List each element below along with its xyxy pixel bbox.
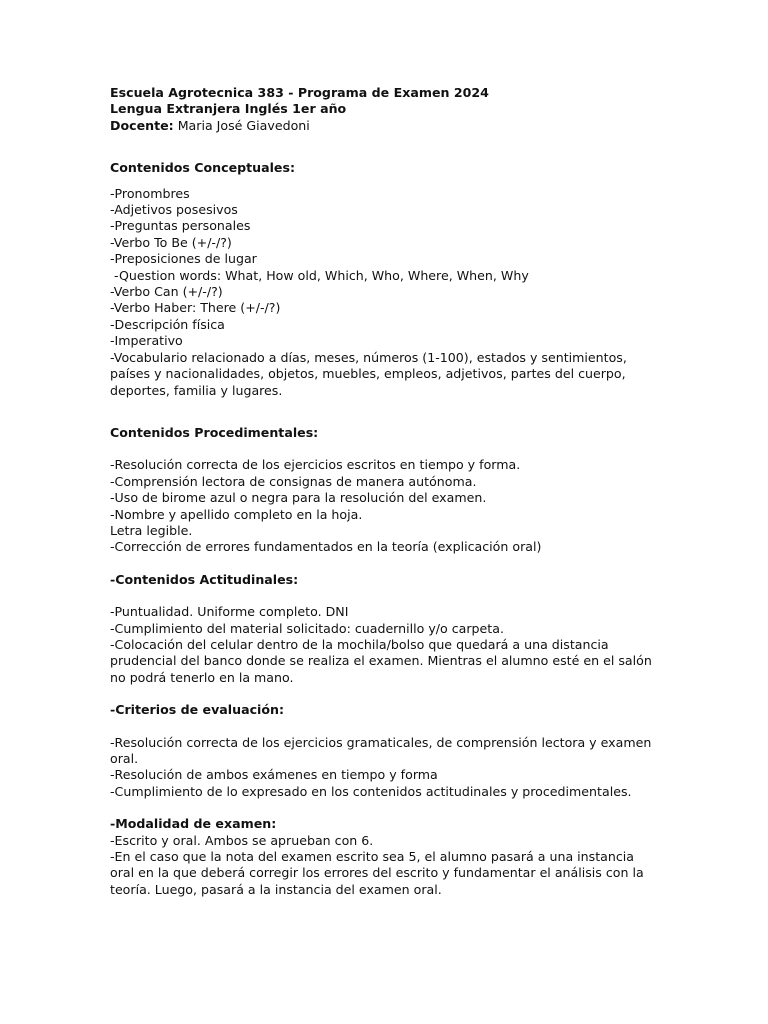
- teacher-name: Maria José Giavedoni: [173, 117, 310, 133]
- teacher-line: [110, 118, 728, 134]
- actitudinales-item: -Cumplimiento del material solicitado: cuadernillo y/o carpeta.: [110, 620, 504, 636]
- procedimentales-item: Letra legible.: [110, 522, 193, 538]
- modalidad-heading: -Modalidad de examen:: [110, 816, 277, 832]
- teacher-label: Docente:: [110, 117, 174, 133]
- conceptuales-item: -Preposiciones de lugar: [110, 251, 257, 267]
- actitudinales-item: -Puntualidad. Uniforme completo. DNI: [110, 604, 349, 620]
- conceptuales-item: -Descripción física: [110, 316, 225, 332]
- document-title: Escuela Agrotecnica 383 - Programa de Examen 2024: [110, 85, 489, 100]
- conceptuales-item: -Pronombres: [110, 185, 190, 201]
- conceptuales-item: -Adjetivos posesivos: [110, 202, 238, 218]
- actitudinales-item: -Colocación del celular dentro de la mochila/bolso que quedará a una distancia prudencial del banco donde se realiza el examen. Mientras el alumno esté en el salón no podrá tenerlo en la mano.: [110, 636, 652, 685]
- conceptuales-item: -Verbo To Be (+/-/?): [110, 234, 232, 250]
- procedimentales-item: -Resolución correcta de los ejercicios escritos en tiempo y forma.: [110, 457, 521, 473]
- actitudinales-heading: -Contenidos Actitudinales:: [110, 571, 299, 587]
- criterios-heading: -Criterios de evaluación:: [110, 702, 285, 718]
- subject-line: Lengua Extranjera Inglés 1er año: [110, 101, 347, 117]
- procedimentales-item: -Corrección de errores fundamentados en la teoría (explicación oral): [110, 539, 542, 555]
- procedimentales-item: -Uso de birome azul o negra para la resolución del examen.: [110, 490, 487, 506]
- modalidad-item: -En el caso que la nota del examen escrito sea 5, el alumno pasará a una instancia oral en la que deberá corregir los errores del escrito y fundamentar el análisis con la teoría. Luego, pasará a la instancia del examen oral.: [110, 849, 644, 897]
- conceptuales-item: -Verbo Can (+/-/?): [110, 284, 223, 300]
- criterios-item: -Cumplimiento de lo expresado en los contenidos actitudinales y procedimentales.: [110, 783, 632, 799]
- conceptuales-item: -Verbo Haber: There (+/-/?): [110, 300, 281, 316]
- criterios-item: -Resolución correcta de los ejercicios gramaticales, de comprensión lectora y examen oral.: [110, 734, 652, 766]
- conceptuales-item: -Imperativo: [110, 333, 183, 349]
- conceptuales-item: -Vocabulario relacionado a días, meses, números (1-100), estados y sentimientos, países y nacionalidades, objetos, muebles, empleos, adjetivos, partes del cuerpo, deportes, familia y lugares.: [110, 349, 627, 398]
- modalidad-item: -Escrito y oral. Ambos se aprueban con 6.: [110, 832, 374, 848]
- procedimentales-item: -Comprensión lectora de consignas de manera autónoma.: [110, 473, 477, 489]
- conceptuales-item: -Question words: What, How old, Which, Who, Where, When, Why: [110, 267, 529, 283]
- criterios-item: -Resolución de ambos exámenes en tiempo y forma: [110, 767, 438, 783]
- procedimentales-item: -Nombre y apellido completo en la hoja.: [110, 506, 363, 522]
- conceptuales-item: -Preguntas personales: [110, 218, 251, 234]
- procedimentales-heading: Contenidos Procedimentales:: [110, 424, 319, 440]
- conceptuales-heading: Contenidos Conceptuales:: [110, 160, 296, 176]
